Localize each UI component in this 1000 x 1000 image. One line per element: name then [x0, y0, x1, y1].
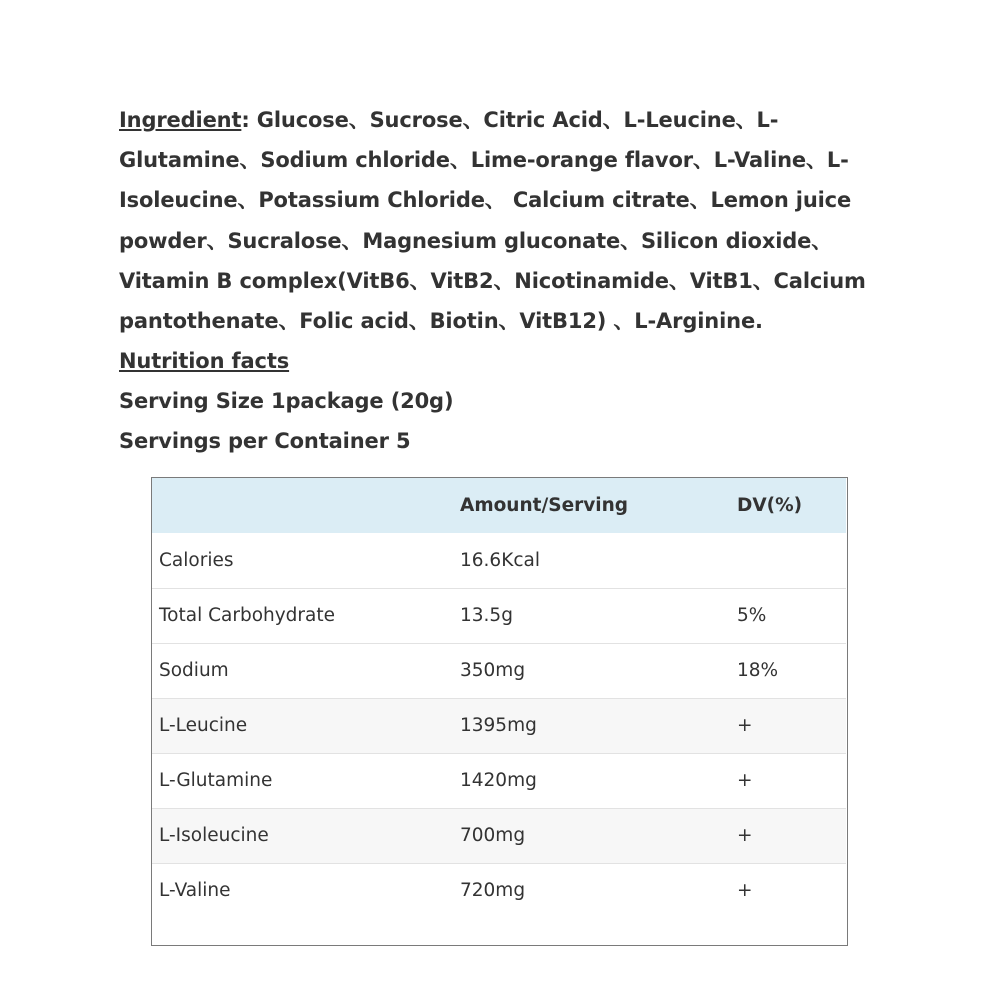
table-row — [152, 643, 846, 698]
nutrient-name: L-Valine — [152, 863, 453, 918]
nutrition-table-container — [151, 477, 848, 946]
ingredients-label: Ingredient — [119, 108, 242, 132]
nutrient-amount: 1395mg — [453, 698, 730, 753]
header-amount-per-serving: Amount/Serving — [460, 495, 629, 516]
header-daily-value: DV(%) — [737, 495, 803, 516]
table-row — [152, 863, 846, 918]
nutrient-amount: 1420mg — [453, 753, 730, 808]
nutrition-table — [152, 478, 846, 918]
nutrition-facts-heading: Nutrition facts — [119, 349, 290, 374]
nutrient-name: Calories — [159, 549, 234, 571]
serving-size: Serving Size 1package (20g) — [119, 389, 454, 414]
table-row — [152, 588, 846, 643]
nutrient-dv: + — [730, 698, 846, 753]
nutrient-name: L-Leucine — [152, 698, 453, 753]
nutrient-name: L-Isoleucine — [152, 808, 453, 863]
nutrient-amount: 700mg — [453, 808, 730, 863]
ingredients-list: Glucose、Sucrose、Citric Acid、L-Leucine、L-Glutamine、Sodium chloride、Lime-orange flavor、L-Valine、L-Isoleucine、Potassium Chloride、 Calcium citrate、Lemon juice powder、Sucralose、Magnesium gluconate、Silicon dioxide、Vitamin B complex(VitB6、VitB2、Nicotinamide、VitB1、Calcium pantothenate、Folic acid、Biotin、VitB12) 、L-Arginine. — [119, 108, 866, 334]
nutrient-name: L-Glutamine — [152, 753, 453, 808]
table-header-row — [152, 478, 846, 533]
table-row — [152, 698, 846, 753]
table-row — [152, 753, 846, 808]
nutrient-dv: + — [730, 808, 846, 863]
ingredients-paragraph — [119, 100, 889, 341]
header-nutrient — [152, 478, 453, 533]
nutrient-amount: 350mg — [453, 643, 730, 698]
ingredients-separator: : — [241, 108, 257, 132]
nutrient-amount: 720mg — [453, 863, 730, 918]
product-info — [119, 100, 889, 461]
nutrient-dv: + — [730, 863, 846, 918]
table-row — [152, 808, 846, 863]
nutrient-dv: + — [730, 753, 846, 808]
nutrient-amount: 16.6Kcal — [460, 549, 540, 571]
nutrient-amount: 13.5g — [453, 588, 730, 643]
table-row — [152, 533, 846, 588]
nutrient-dv: 5% — [730, 588, 846, 643]
nutrient-name: Sodium — [152, 643, 453, 698]
nutrient-dv: 18% — [730, 643, 846, 698]
servings-per-container: Servings per Container 5 — [119, 429, 411, 454]
nutrient-name: Total Carbohydrate — [152, 588, 453, 643]
nutrient-dv — [730, 533, 846, 588]
